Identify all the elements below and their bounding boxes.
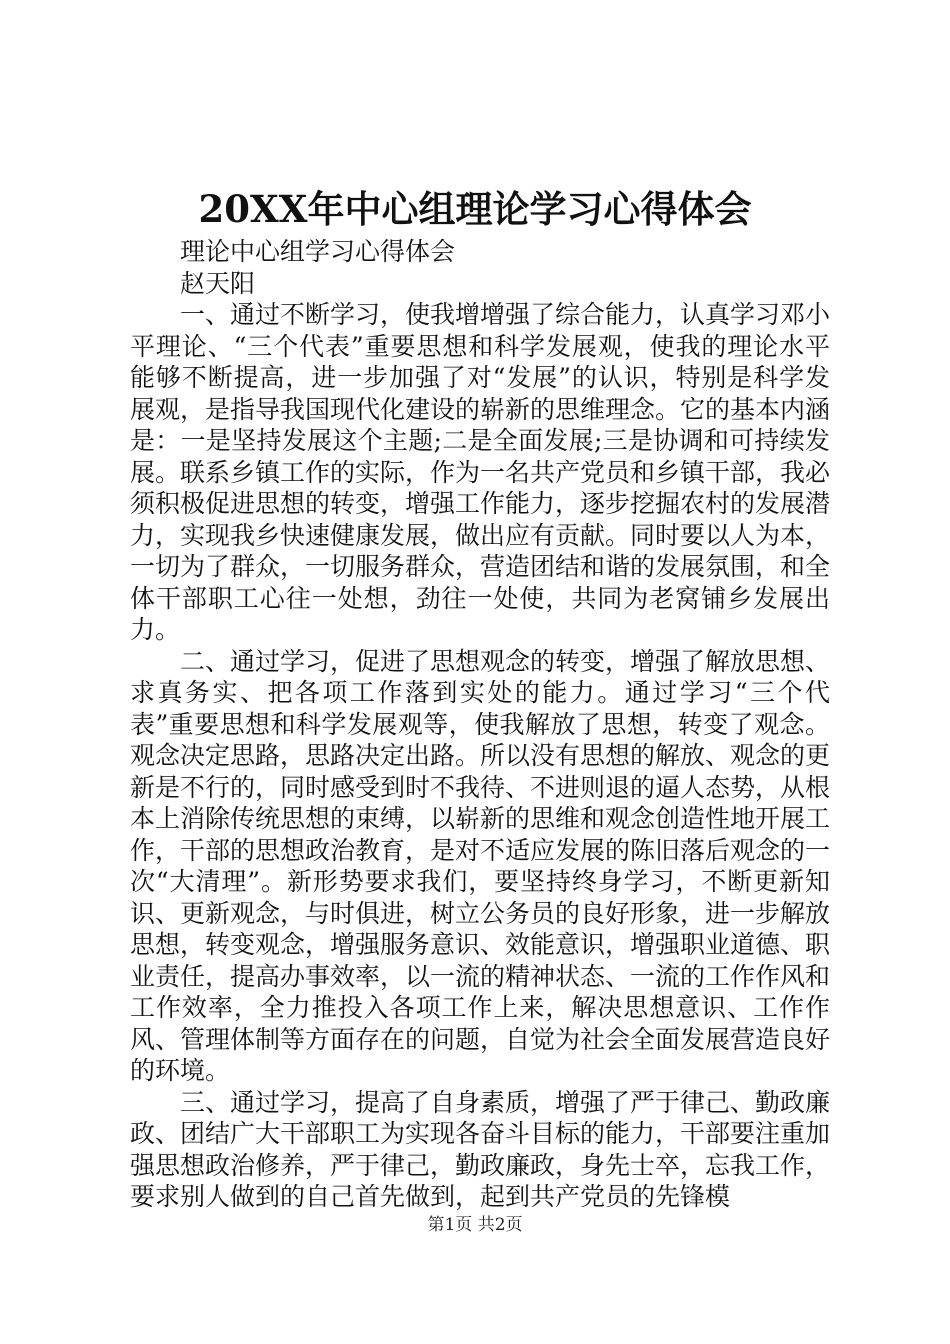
paragraph-3: 三、通过学习，提高了自身素质，增强了严于律己、勤政廉政、团结广大干部职工为实现各奋斗目标的能力，干部要注重加强思想政治修养，严于律己，勤政廉政，身先士卒，忘我工作，要求别人做到的自己首先做到，起到共产党员的先锋模 — [130, 1087, 831, 1211]
paragraph-2: 二、通过学习，促进了思想观念的转变，增强了解放思想、求真务实、把各项工作落到实处的能力。通过学习“三个代表”重要思想和科学发展观等，使我解放了思想，转变了观念。观念决定思路，思路决定出路。所以没有思想的解放、观念的更新是不行的，同时感受到时不我待、不进则退的逼人态势，从根本上消除传统思想的束缚，以崭新的思维和观念创造性地开展工作，干部的思想政治教育，是对不适应发展的陈旧落后观念的一次“大清理”。新形势要求我们，要坚持终身学习，不断更新知识、更新观念，与时俱进，树立公务员的良好形象，进一步解放思想，转变观念，增强服务意识、效能意识，增强职业道德、职业责任，提高办事效率，以一流的精神状态、一流的工作作风和工作效率，全力推投入各项工作上来，解决思想意识、工作作风、管理体制等方面存在的问题，自觉为社会全面发展营造良好的环境。 — [130, 646, 831, 1085]
page-footer: 第1页 共2页 — [427, 1215, 523, 1235]
document-title: 20XX年中心组理论学习心得体会 — [198, 187, 752, 231]
author-line: 赵天阳 — [180, 268, 256, 298]
paragraph-1: 一、通过不断学习，使我增增强了综合能力，认真学习邓小平理论、“三个代表”重要思想和科学发展观，使我的理论水平能够不断提高，进一步加强了对“发展”的认识，特别是科学发展观，是指导我国现代化建设的崭新的思维理念。它的基本内涵是：一是坚持发展这个主题;二是全面发展;三是协调和可持续发展。联系乡镇工作的实际，作为一名共产党员和乡镇干部，我必须积极促进思想的转变，增强工作能力，逐步挖掘农村的发展潜力，实现我乡快速健康发展，做出应有贡献。同时要以人为本，一切为了群众，一切服务群众，营造团结和谐的发展氛围，和全体干部职工心往一处想，劲往一处使，共同为老窝铺乡发展出力。 — [130, 300, 831, 644]
document-body — [130, 236, 830, 1213]
subtitle-line: 理论中心组学习心得体会 — [180, 237, 456, 266]
